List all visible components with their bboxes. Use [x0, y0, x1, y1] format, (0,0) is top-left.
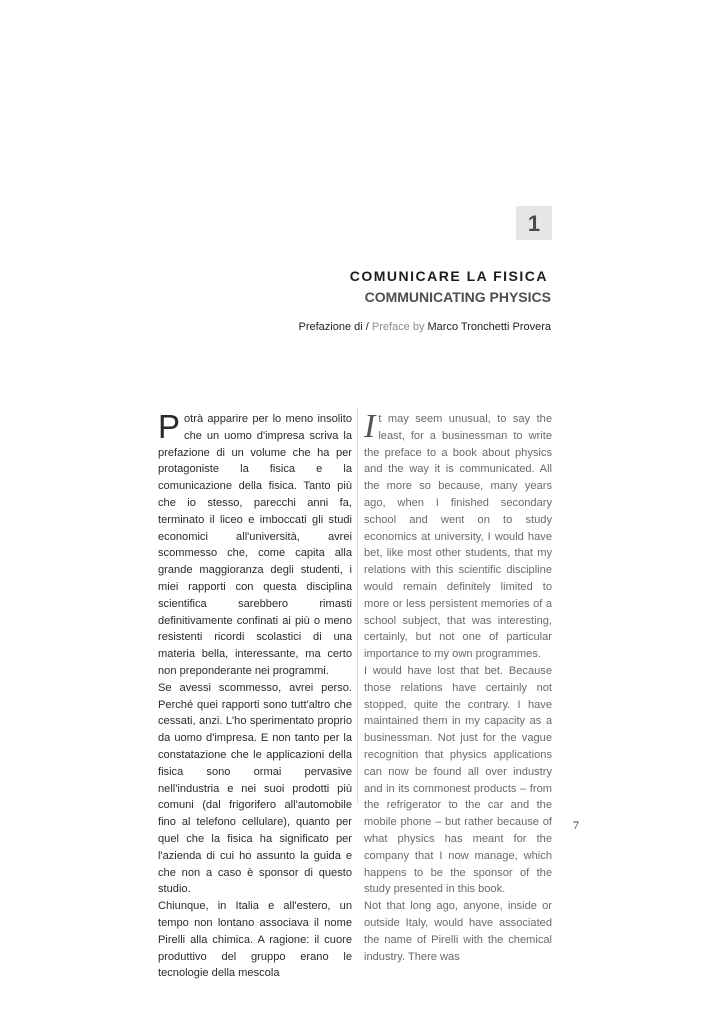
- chapter-number: 1: [527, 211, 541, 236]
- italian-dropcap: P: [158, 408, 181, 445]
- italian-paragraph-3: Chiunque, in Italia e all'estero, un tempo non lontano associava il nome Pirelli alla chimica. A ragione: il cuore produttivo del gruppo erano le tecnologie della mescola: [158, 900, 352, 980]
- english-paragraph-3: Not that long ago, anyone, inside or outside Italy, would have associated the name of Pirelli with the chemical industry. There was: [364, 900, 552, 963]
- english-paragraph-2: I would have lost that bet. Because those relations have certainly not stopped, quite the contrary. I have maintained them in my capacity as a businessman. Not just for the vague recognition that physics applications can now be found all over industry and in its commonest products – from the refrigerator to the car and the mobile phone – but rather because of what physics has meant for the company that I now manage, which happens to be the sponsor of the study presented in this book.: [364, 664, 552, 896]
- english-dropcap: I: [364, 408, 376, 445]
- italian-paragraph-2: Se avessi scommesso, avrei perso. Perché quei rapporti sono tutt'altro che cessati, anzi. L'ho sperimentato proprio da uomo d'impresa. E non tanto per la constatazione che le applicazioni della fisica sono ormai pervasive nell'industria e nei suoi prodotti più comuni (dal frigorifero all'automobile fino al telefono cellulare), quanto per quel che la fisica ha significato per l'azienda di cui ho assunto la guida e che non a caso è sponsor di questo studio.: [158, 681, 352, 896]
- italian-column: [158, 408, 352, 982]
- english-paragraph-1-text: t may seem unusual, to say the least, for a businessman to write the preface to a book about physics and the way it is communicated. All the more so because, many years ago, when I finished secondary school and went on to study economics at university, I would have bet, like most other students, that my relations with this scientific discipline would remain definitely limited to more or less persistent memories of a school subject, that was interesting, certainly, but not one of particular importance to my own programmes.: [364, 413, 552, 661]
- byline: [298, 321, 551, 333]
- chapter-title-italian: COMUNICARE LA FISICA: [349, 268, 548, 284]
- byline-english-prefix: Preface by: [371, 321, 428, 333]
- byline-author: Marco Tronchetti Provera: [427, 321, 551, 333]
- chapter-number-badge: [516, 206, 552, 240]
- english-paragraph-1: [364, 408, 552, 663]
- byline-italian-prefix: Prefazione di /: [298, 321, 372, 333]
- column-divider: [357, 408, 358, 804]
- page-number: 7: [573, 818, 579, 832]
- english-column: [364, 408, 552, 965]
- chapter-title-english: COMMUNICATING PHYSICS: [364, 289, 551, 305]
- italian-paragraph-1-text: otrà apparire per lo meno insolito che un uomo d'impresa scriva la prefazione di un volume che ha per protagoniste la fisica e la comunicazione della fisica. Tanto più che io stesso, parecchi anni fa, terminato il liceo e imboccati gli studi economici all'università, avrei scommesso che, come capita alla grande maggioranza degli studenti, i miei rapporti con questa disciplina scientifica sarebbero rimasti definitivamente confinati ai più o meno resistenti ricordi scolastici di una materia bella, interessante, ma certo non preponderante nei programmi.: [158, 413, 352, 677]
- italian-paragraph-1: [158, 408, 352, 680]
